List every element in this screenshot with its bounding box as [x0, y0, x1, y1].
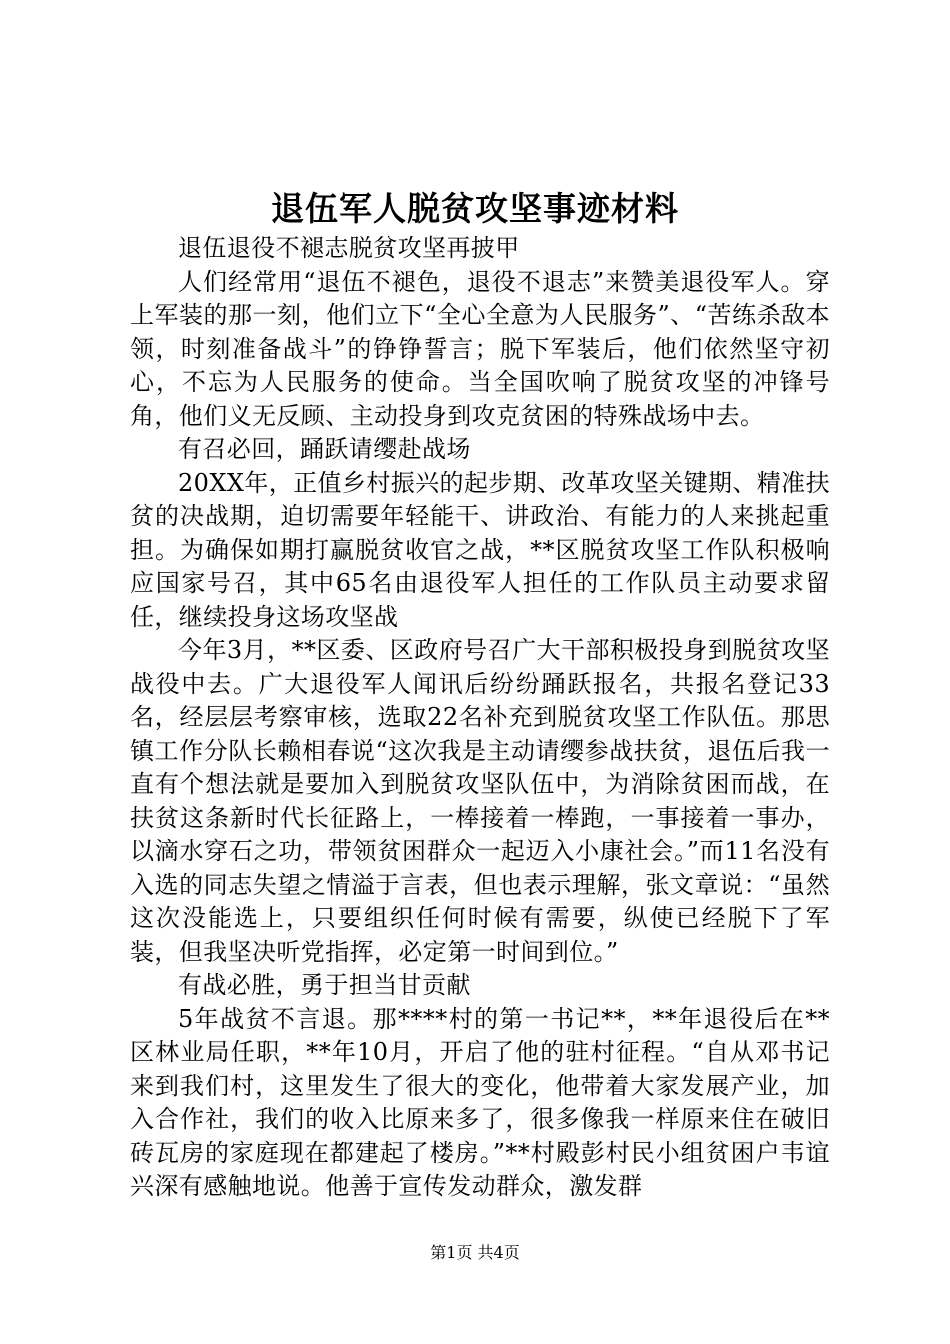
paragraph-3: 今年3月，**区委、区政府号召广大干部积极投身到脱贫攻坚战役中去。广大退役军人闻讯后纷纷踊跃报名，共报名登记33名，经层层考察审核，选取22名补充到脱贫攻坚工作队伍。那思镇工作分队长赖相春说“这次我是主动请缨参战扶贫，退伍后我一直有个想法就是要加入到脱贫攻坚队伍中，为消除贫困而战，在扶贫这条新时代长征路上，一棒接着一棒跑，一事接着一事办，以滴水穿石之功，带领贫困群众一起迈入小康社会。”而11名没有入选的同志失望之情溢于言表，但也表示理解，张文章说：“虽然这次没能选上，只要组织任何时候有需要，纵使已经脱下了军装，但我坚决听党指挥，必定第一时间到位。” [130, 636, 830, 966]
page-footer: 第1页 共4页 [430, 1243, 520, 1262]
document-title: 退伍军人脱贫攻坚事迹材料 [271, 189, 679, 228]
paragraph-2: 20XX年，正值乡村振兴的起步期、改革攻坚关键期、精准扶贫的决战期，迫切需要年轻能干、讲政治、有能力的人来挑起重担。为确保如期打赢脱贫收官之战，**区脱贫攻坚工作队积极响应国家号召，其中65名由退役军人担任的工作队员主动要求留任，继续投身这场攻坚战 [130, 468, 830, 631]
document-body [130, 232, 830, 1204]
paragraph-subtitle: 退伍退役不褪志脱贫攻坚再披甲 [178, 234, 520, 262]
section-heading-2: 有战必胜，勇于担当甘贡献 [178, 971, 471, 999]
paragraph-intro: 人们经常用“退伍不褪色，退役不退志”来赞美退役军人。穿上军装的那一刻，他们立下“全心全意为人民服务”、“苦练杀敌本领，时刻准备战斗”的铮铮誓言；脱下军装后，他们依然坚守初心，不忘为人民服务的使命。当全国吹响了脱贫攻坚的冲锋号角，他们义无反顾、主动投身到攻克贫困的特殊战场中去。 [130, 267, 830, 430]
paragraph-4: 5年战贫不言退。那****村的第一书记**，**年退役后在**区林业局任职，**年10月，开启了他的驻村征程。“自从邓书记来到我们村，这里发生了很大的变化，他带着大家发展产业，加入合作社，我们的收入比原来多了，很多像我一样原来住在破旧砖瓦房的家庭现在都建起了楼房。”**村殿彭村民小组贫困户韦谊兴深有感触地说。他善于宣传发动群众，激发群 [130, 1004, 830, 1200]
section-heading-1: 有召必回，踊跃请缨赴战场 [178, 435, 471, 463]
